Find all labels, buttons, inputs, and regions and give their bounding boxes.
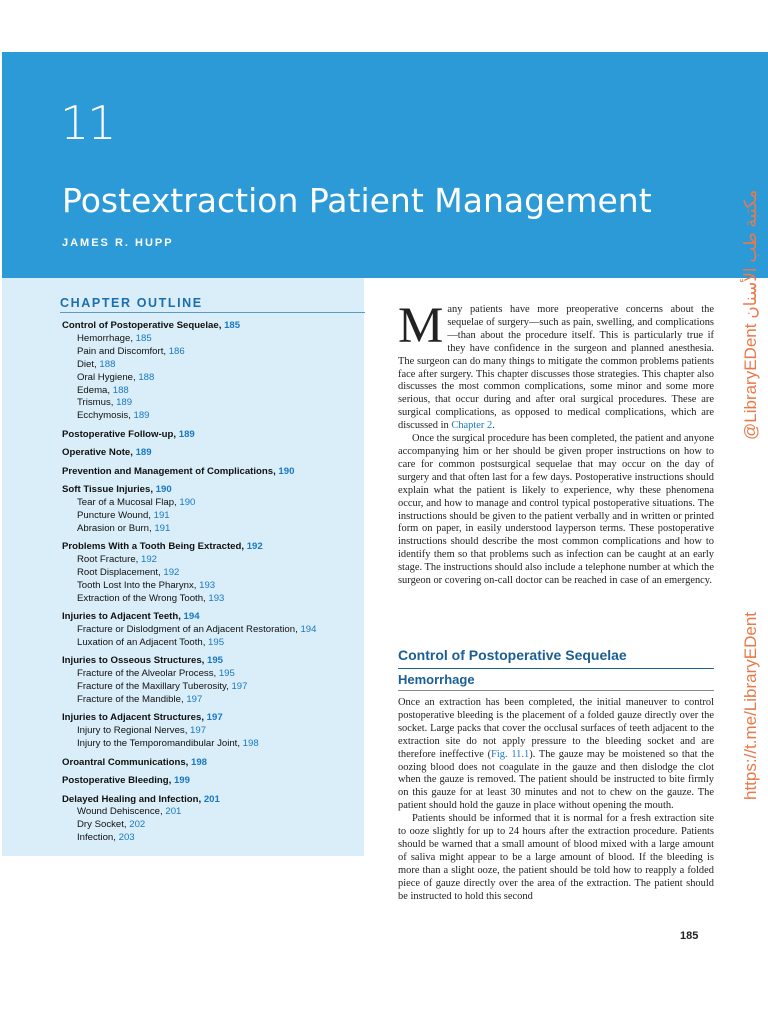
outline-entry-text: Root Fracture, [77,554,141,565]
outline-entry-text: Postoperative Bleeding, [62,775,174,787]
outline-entry-text: Abrasion or Burn, [77,522,155,534]
outline-entry[interactable] [62,466,362,479]
outline-entry[interactable] [62,320,362,333]
outline-entry-text: Injuries to Adjacent Structures, [62,712,207,724]
outline-entry-text: Injuries to Adjacent Teeth, [62,611,184,623]
outline-subentry[interactable] [62,333,362,346]
outline-entry-page: 185 [224,320,241,331]
outline-entry-text: Fracture of the Mandible, [77,694,187,706]
section-divider [398,668,714,669]
outline-entry[interactable] [62,794,362,807]
outline-entry-page: 194 [183,611,200,623]
outline-entry-text: Luxation of an Adjacent Tooth, [77,636,209,648]
outline-entry-text: Oroantral Communications, [62,756,192,768]
outline-entry-page: 190 [179,496,196,508]
outline-entry[interactable] [62,655,362,668]
outline-subentry[interactable] [62,567,362,580]
outline-entry-text: Delayed Healing and Infection, [62,793,204,805]
outline-subentry[interactable] [62,624,362,637]
outline-entry-page: 193 [199,579,216,591]
outline-subentry[interactable] [62,819,362,832]
paragraph-4: Patients should be informed that it is normal for a fresh extraction site to ooze slightly for up to 24 hours after the extraction procedure. Patients should be warned that a small amount of blood mixed with a large amount of saliva might appear to be a large amount of blood. If the bleeding is more than a slight ooze, the patient should be told how to reapply a folded piece of gauze directly over the area of the extraction. The patient should be instructed to hold this second [398,813,714,902]
outline-entry-text: Infection, [77,832,119,844]
outline-entry-page: 189 [133,410,150,422]
outline-subentry[interactable] [62,681,362,694]
outline-entry-text: Diet, [77,358,100,370]
outline-entry-page: 194 [300,624,317,636]
outline-entry-text: Fracture or Dislodgment of an Adjacent Restoration, [77,624,301,636]
outline-entry-page: 201 [203,793,220,805]
outline-entry-text: Fracture of the Alveolar Process, [77,668,219,680]
outline-subentry[interactable] [62,554,362,567]
outline-entry-page: 195 [208,636,225,648]
outline-entry-page: 192 [140,554,157,565]
outline-subentry[interactable] [62,738,362,751]
intro-end: . [492,420,495,432]
outline-entry-page: 189 [135,447,152,459]
outline-entry-page: 199 [173,775,190,787]
outline-entry-text: Soft Tissue Injuries, [62,483,156,495]
outline-entry-page: 188 [99,358,116,370]
watermark-handle: @LibraryEDent مكتبة طب الأسنان [741,189,760,440]
outline-entry-text: Control of Postoperative Sequelae, [62,320,225,331]
outline-entry-text: Tooth Lost Into the Pharynx, [77,579,200,591]
outline-entry-text: Tear of a Mucosal Flap, [77,496,180,508]
outline-entry-page: 192 [163,566,180,578]
outline-entry-page: 186 [168,345,185,357]
outline-entry[interactable] [62,541,362,554]
outline-entry-page: 201 [165,806,182,818]
outline-entry-page: 197 [231,681,248,693]
outline-subentry[interactable] [62,510,362,523]
outline-entry-page: 190 [155,483,172,495]
subsection-heading: Hemorrhage [398,672,475,687]
outline-divider [60,312,365,313]
paragraph-2: Once the surgical procedure has been completed, the patient and anyone accompanying him or her should be given proper instructions on how to care for common postsurgical sequelae that may occur on the day of surgery and that often last for a few days. Postoperative instructions should explain what the patient is likely to experience, why these phenomena occur, and how to manage and control typical postoperative situations. The instructions should be given to the patient verbally and in written or printed form on paper, in easily understood layperson terms. These postoperative instructions should describe the most common complications and how to identify them so that problems such as infection can be caught at an early stage. The instructions should also include a telephone number at which the surgeon or covering on-call doctor can be reached in case of an emergency. [398,433,714,587]
outline-entry-page: 202 [129,819,146,831]
outline-entry[interactable] [62,429,362,442]
outline-entry-page: 189 [178,428,195,440]
outline-entry-page: 197 [206,712,223,724]
figure-11-1-link[interactable]: Fig. 11.1 [491,748,530,760]
outline-subentry[interactable] [62,580,362,593]
outline-entry-text: Oral Hygiene, [77,371,139,383]
chapter-number: 11 [60,96,115,150]
outline-entry-text: Hemorrhage, [77,332,136,344]
section-heading: Control of Postoperative Sequelae [398,647,627,663]
outline-entry-text: Operative Note, [62,447,136,459]
outline-entry-page: 193 [208,592,225,604]
outline-entry-page: 198 [242,738,259,750]
outline-entry-text: Puncture Wound, [77,509,154,521]
outline-entry-text: Injury to Regional Nerves, [77,725,191,737]
paragraph-3-end: ). The gauze may be moistened so that the oozing blood does not coagulate in the gauze and then dislodge the clot when the gauze is removed. The patient should be instructed to bite firmly on this gauze for at least 30 minutes and not to chew on the gauze. The patient should hold the gauze in place without opening the mouth. [398,748,714,812]
outline-entry-text: Injury to the Temporomandibular Joint, [77,738,243,750]
outline-entry-text: Fracture of the Maxillary Tuberosity, [77,681,232,693]
outline-subentry[interactable] [62,410,362,423]
intro-column [398,298,714,588]
outline-entry-text: Extraction of the Wrong Tooth, [77,592,209,604]
outline-entry-page: 198 [191,756,208,768]
drop-cap: M [398,298,444,354]
outline-subentry[interactable] [62,346,362,359]
outline-subentry[interactable] [62,806,362,819]
outline-entry-text: Pain and Discomfort, [77,345,169,357]
intro-paragraph: any patients have more preoperative concerns about the sequelae of surgery—such as pain, swelling, and complications—than about the procedure itself. This is particularly true if they have confidence in the surgeon and planned anesthesia. The surgeon can do many things to mitigate the common problems patients face after surgery. This chapter discusses those strategies. This chapter also discusses the most common complications, some minor and some more serious, that occur during and after oral surgical procedures. These are surgical complications, as opposed to medical complications, which are discussed in [398,304,714,432]
outline-entry-page: 197 [186,694,203,706]
outline-subentry[interactable] [62,372,362,385]
outline-entry-page: 191 [154,522,171,534]
outline-entry-page: 197 [190,725,207,737]
outline-entry-text: Problems With a Tooth Being Extracted, [62,541,247,553]
subsection-divider [398,690,714,691]
outline-entry-page: 195 [218,668,235,680]
outline-list [62,320,362,845]
outline-entry-page: 188 [138,371,155,383]
outline-entry-text: Dry Socket, [77,819,130,831]
outline-entry-page: 191 [153,509,170,521]
outline-entry-page: 190 [278,465,295,477]
outline-subentry[interactable] [62,593,362,606]
outline-entry-text: Prevention and Management of Complications, [62,465,279,477]
outline-heading: CHAPTER OUTLINE [60,296,203,310]
outline-entry[interactable] [62,775,362,788]
outline-entry-text: Wound Dehiscence, [77,806,166,818]
outline-entry-page: 188 [112,384,129,396]
outline-subentry[interactable] [62,637,362,650]
outline-entry[interactable] [62,757,362,770]
outline-entry-text: Trismus, [77,397,117,409]
chapter-2-link[interactable]: Chapter 2 [451,420,493,432]
outline-subentry[interactable] [62,694,362,707]
outline-subentry[interactable] [62,725,362,738]
outline-entry-text: Postoperative Follow-up, [62,428,179,440]
outline-subentry[interactable] [62,832,362,845]
outline-entry-page: 195 [207,655,224,667]
outline-entry-text: Ecchymosis, [77,410,134,422]
outline-subentry[interactable] [62,523,362,536]
outline-entry-text: Edema, [77,384,113,396]
outline-entry-text: Injuries to Osseous Structures, [62,655,208,667]
outline-entry-page: 203 [118,832,135,844]
outline-subentry[interactable] [62,497,362,510]
outline-subentry[interactable] [62,668,362,681]
page-number: 185 [680,930,699,942]
outline-entry[interactable] [62,484,362,497]
outline-subentry[interactable] [62,359,362,372]
chapter-author: JAMES R. HUPP [62,237,174,249]
outline-subentry[interactable] [62,385,362,398]
outline-entry[interactable] [62,447,362,460]
outline-entry-text: Root Displacement, [77,566,164,578]
paragraph-3: Once an extraction has been completed, the initial maneuver to control postoperative bleeding is the placement of a folded gauze directly over the socket. Large packs that cover the occlusal surfaces of teeth adjacent to the extraction site do not apply pressure to the bleeding socket and are therefore ineffective ( [398,697,714,760]
outline-entry-page: 189 [116,397,133,409]
outline-entry-page: 185 [135,332,152,344]
outline-subentry[interactable] [62,397,362,410]
outline-entry[interactable] [62,611,362,624]
outline-entry[interactable] [62,712,362,725]
chapter-title: Postextraction Patient Management [62,181,652,220]
watermark-url: https://t.me/LibraryEDent [741,611,760,800]
hemorrhage-column [398,697,714,904]
outline-entry-page: 192 [246,541,263,553]
